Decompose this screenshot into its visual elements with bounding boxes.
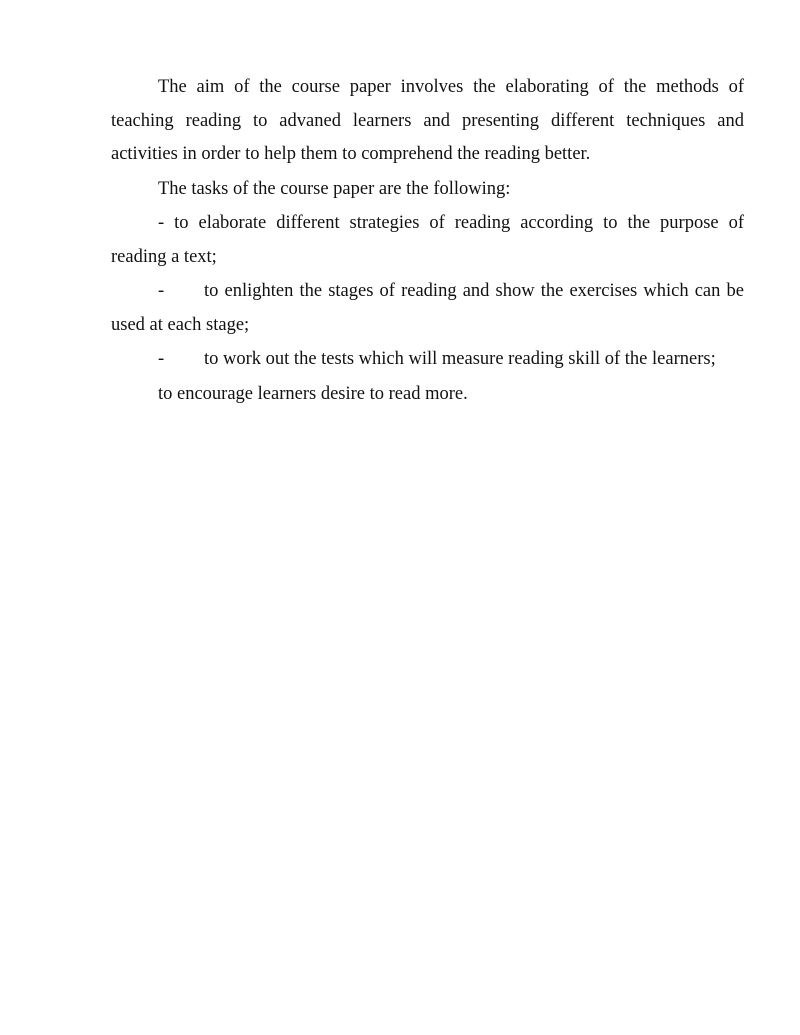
- task-item-stages: [111, 275, 744, 342]
- dash-marker: -: [158, 349, 165, 369]
- task-item-stages-text: to enlighten the stages of reading and show the exercises which can be used at each stage;: [111, 281, 744, 335]
- tasks-intro-paragraph: The tasks of the course paper are the following:: [158, 178, 511, 199]
- task-item-tests-text: to work out the tests which will measure reading skill of the learners;: [204, 349, 716, 369]
- task-item-tests: [111, 343, 744, 377]
- dash-marker: -: [158, 281, 165, 301]
- task-item-encourage: to encourage learners desire to read more.: [158, 383, 468, 404]
- aim-paragraph: The aim of the course paper involves the elaborating of the methods of teaching reading to advaned learners and presenting different techniques and activities in order to help them to comprehend the reading better.: [111, 77, 744, 164]
- document-body: [111, 71, 744, 411]
- task-item-strategies: - to elaborate different strategies of reading according to the purpose of reading a text;: [111, 213, 744, 267]
